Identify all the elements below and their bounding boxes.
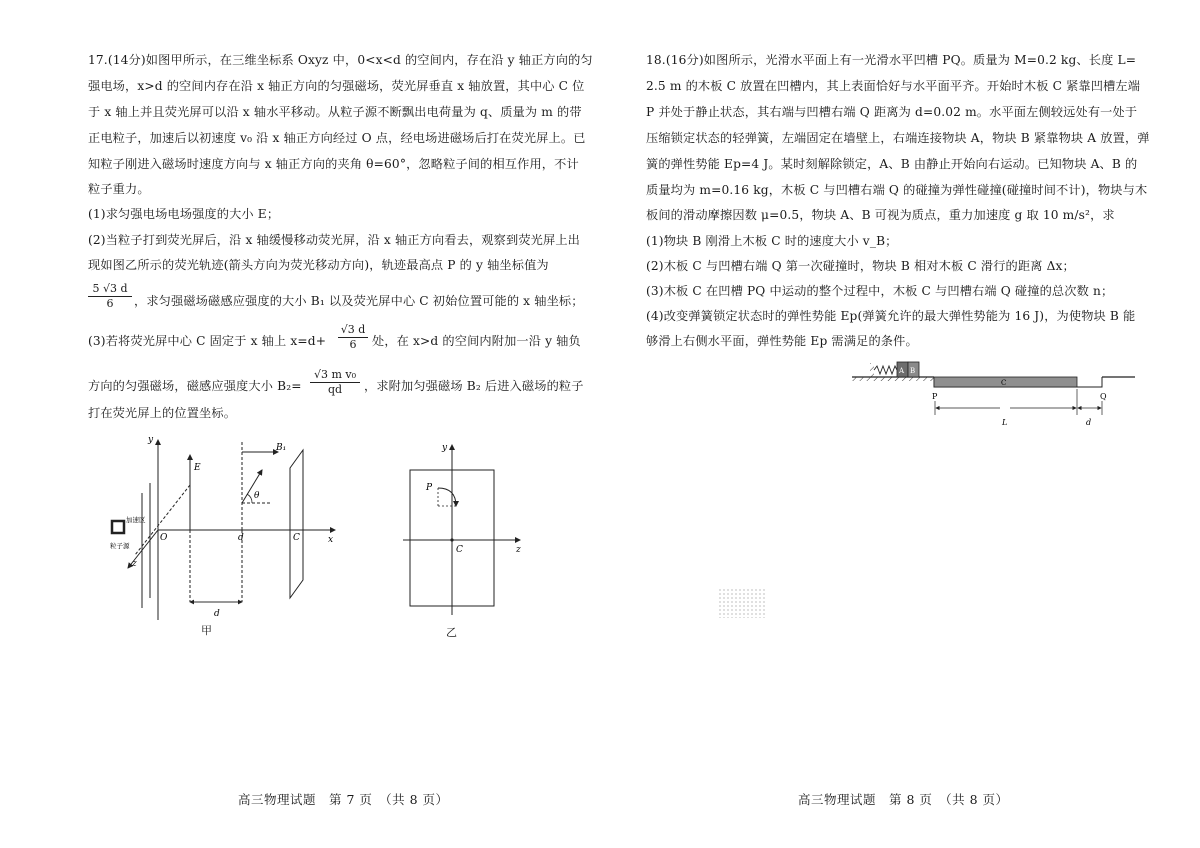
label-c: C: [456, 545, 463, 555]
particle-source-icon: [112, 521, 124, 533]
q17-part1: (1)求匀强电场电场强度的大小 E；: [88, 207, 280, 221]
q18-line-3: P 并处于静止状态，其右端与凹槽右端 Q 距离为 d=0.02 m。水平面左侧较远处有一处于: [646, 105, 1138, 119]
label-origin: O: [160, 533, 168, 543]
page-footer: 高三物理试题 第 8 页 （共 8 页）: [798, 792, 1009, 807]
q18-line-4: 压缩锁定状态的轻弹簧，左端固定在墙壁上，右端连接物块 A，物块 B 紧靠物块 A 放置，弹: [646, 131, 1150, 145]
spring: [874, 366, 897, 374]
page-footer: 高三物理试题 第 7 页 （共 8 页）: [238, 792, 449, 807]
label-d-dim: d: [214, 609, 220, 619]
q17-part3-line3: 打在荧光屏上的位置坐标。: [88, 406, 237, 420]
label-b: B: [910, 367, 916, 375]
label-y: y: [442, 443, 448, 453]
q18-line-5: 簧的弹性势能 Ep=4 J。某时刻解除锁定，A、B 由静止开始向右运动。已知物块 A、B 的: [646, 157, 1138, 171]
q17-line-5: 知粒子刚进入磁场时速度方向与 x 轴正方向的夹角 θ=60°，忽略粒子间的相互作用，不计: [88, 157, 579, 171]
q18-part1: (1)物块 B 刚滑上木板 C 时的速度大小 v_B；: [646, 234, 898, 248]
fluorescent-screen: [290, 450, 303, 598]
figure-jia-caption: 甲: [201, 624, 212, 637]
fraction-numerator: √3 d: [340, 323, 366, 336]
q17-part2-line1: (2)当粒子打到荧光屏后，沿 x 轴缓慢移动荧光屏，沿 x 轴正方向看去，观察到荧光屏上出: [88, 233, 581, 247]
label-l: L: [1002, 418, 1008, 427]
label-e: E: [194, 463, 201, 473]
fraction-b2: [310, 369, 360, 396]
fraction-p-coordinate: [88, 283, 132, 310]
page-8: [646, 0, 1186, 848]
label-accel-zone: 加速区: [126, 516, 146, 524]
q17-line-6: 粒子重力。: [88, 182, 150, 196]
label-y: y: [148, 435, 154, 445]
q18-part4-line2: 够滑上右侧水平面，弹性势能 Ep 需满足的条件。: [646, 334, 918, 348]
q18-line-2: 2.5 m 的木板 C 放置在凹槽内，其上表面恰好与水平面平齐。开始时木板 C 紧靠凹槽左端: [646, 79, 1141, 93]
q18-part2: (2)木板 C 与凹槽右端 Q 第一次碰撞时，物块 B 相对木板 C 滑行的距离 Δx；: [646, 259, 1075, 273]
label-p: P: [426, 483, 433, 493]
q17-line-3: 于 x 轴上并且荧光屏可以沿 x 轴水平移动。从粒子源不断飘出电荷量为 q、质量为 m 的带: [88, 105, 582, 119]
fraction-denominator: 6: [106, 297, 114, 310]
fraction-denominator: 6: [349, 338, 357, 351]
q17-line-4: 正电粒子，加速后以初速度 v₀ 沿 x 轴正方向经过 O 点，经电场进磁场后打在荧光屏上。已: [88, 131, 586, 145]
label-c: C: [293, 533, 300, 543]
figure-jia: [110, 430, 340, 640]
label-theta: θ: [254, 491, 260, 501]
q18-line-6: 质量均为 m=0.16 kg，木板 C 与凹槽右端 Q 的碰撞为弹性碰撞(碰撞时间不计)，物块与木: [646, 183, 1148, 197]
label-p: P: [932, 392, 938, 401]
q17-part3-line2-post: ，求附加匀强磁场 B₂ 后进入磁场的粒子: [364, 379, 584, 393]
fraction-numerator: √3 m v₀: [313, 368, 357, 381]
q17-part2-line3: ，求匀强磁场磁感应强度的大小 B₁ 以及荧光屏中心 C 初始位置可能的 x 轴坐标；: [134, 294, 584, 308]
label-x: x: [328, 535, 334, 545]
q18-part4-line1: (4)改变弹簧锁定状态时的弹性势能 Ep(弹簧允许的最大弹性势能为 16 J)，为使物块 B 能: [646, 309, 1136, 323]
scan-speck: [718, 588, 766, 618]
fraction-denominator: qd: [327, 383, 343, 396]
q17-part3-post: 处，在 x>d 的空间内附加一沿 y 轴负: [372, 334, 581, 348]
trajectory-arc: [438, 488, 456, 506]
q18-part3: (3)木板 C 在凹槽 PQ 中运动的整个过程中，木板 C 与凹槽右端 Q 碰撞的总次数 n；: [646, 284, 1114, 298]
q17-part3-pre: (3)若将荧光屏中心 C 固定于 x 轴上 x=d+: [88, 334, 327, 348]
q17-line-2: 强电场，x>d 的空间内存在沿 x 轴正方向的匀强磁场，荧光屏垂直 x 轴放置，其中心 C 位: [88, 79, 585, 93]
label-a: A: [899, 367, 905, 375]
label-d-axis: d: [238, 533, 244, 543]
label-c: C: [1001, 379, 1007, 387]
fraction-screen-position: [338, 324, 368, 351]
q18-line-7: 板间的滑动摩擦因数 μ=0.5，物块 A、B 可视为质点，重力加速度 g 取 10 m/s²，求: [646, 208, 1115, 222]
q18-line-1: 18.(16分)如图所示，光滑水平面上有一光滑水平凹槽 PQ。质量为 M=0.2 kg、长度 L=: [646, 53, 1137, 67]
label-z: z: [516, 545, 521, 555]
label-z: z: [132, 559, 137, 569]
label-particle-source: 粒子源: [110, 542, 130, 550]
page-7: [88, 0, 628, 848]
figure-yi-caption: 乙: [446, 626, 457, 639]
q17-line-1: 17.(14分)如图甲所示，在三维坐标系 Oxyz 中，0<x<d 的空间内，存在沿 y 轴正方向的匀: [88, 53, 593, 67]
label-d: d: [1086, 418, 1092, 427]
figure-yi: [398, 440, 528, 620]
label-q: Q: [1100, 392, 1107, 401]
q17-part2-line2: 现如图乙所示的荧光轨迹(箭头方向为荧光移动方向)，轨迹最高点 P 的 y 轴坐标值为: [88, 258, 549, 272]
fraction-numerator: 5 √3 d: [92, 282, 128, 295]
q17-part3-line2-pre: 方向的匀强磁场，磁感应强度大小 B₂=: [88, 379, 302, 393]
label-b1: B₁: [276, 443, 287, 453]
figure-board: [850, 355, 1140, 435]
